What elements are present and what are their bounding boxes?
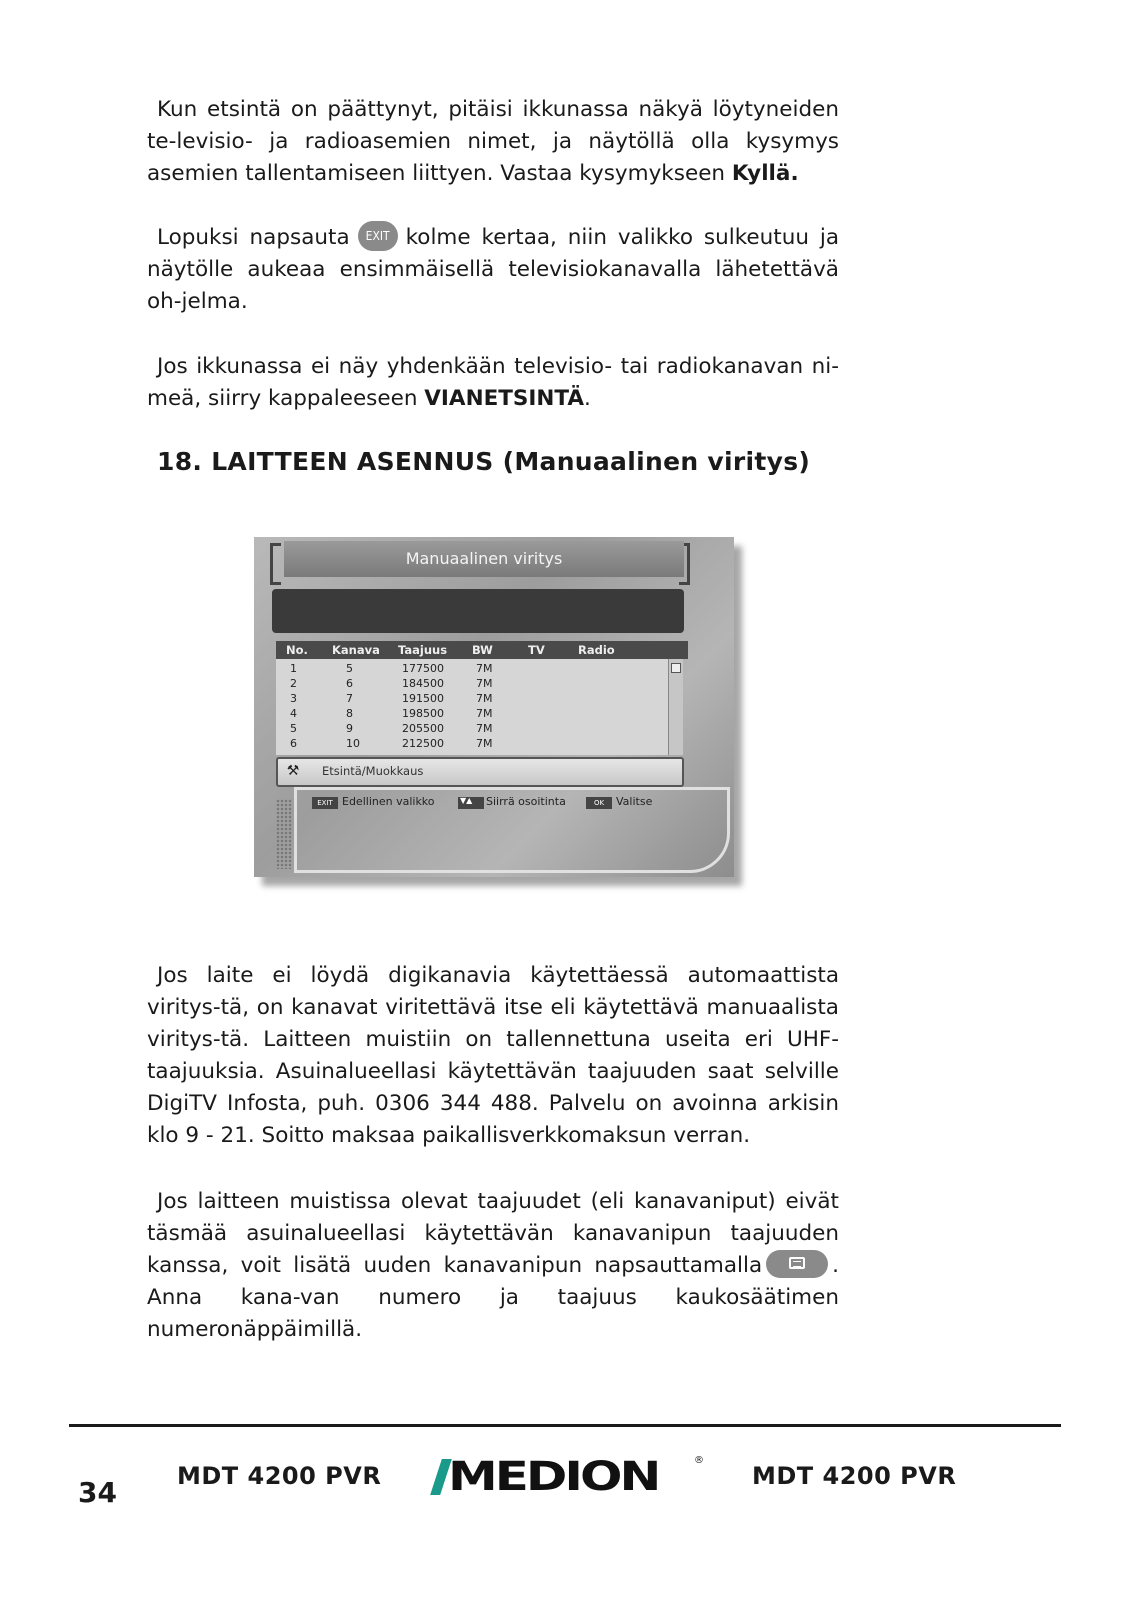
cell-kanava: 8 bbox=[346, 707, 353, 720]
cell-taajuus: 191500 bbox=[402, 692, 444, 705]
registered-mark: ® bbox=[694, 1455, 704, 1466]
p3-bold-link: VIANETSINTÄ bbox=[424, 386, 585, 411]
cell-bw: 7M bbox=[476, 722, 493, 735]
col-radio: Radio bbox=[578, 643, 615, 657]
cell-taajuus: 198500 bbox=[402, 707, 444, 720]
p2-after: kolme kertaa, niin valikko sulkeutuu ja näytölle aukeaa ensimmäisellä televisiokanavalla lähetettävä oh-jelma. bbox=[147, 225, 840, 314]
col-bw: BW bbox=[472, 643, 493, 657]
cell-bw: 7M bbox=[476, 662, 493, 675]
screen-table-header bbox=[276, 641, 688, 659]
tv-screenshot bbox=[254, 537, 734, 877]
cell-no: 1 bbox=[290, 662, 297, 675]
move-key-label: Siirrä osoitinta bbox=[486, 795, 566, 808]
cell-bw: 7M bbox=[476, 677, 493, 690]
menu-button-icon bbox=[766, 1250, 828, 1278]
paragraph-add-multiplex bbox=[147, 1186, 839, 1346]
cell-taajuus: 177500 bbox=[402, 662, 444, 675]
p5-after: . Anna kana-van numero ja taajuus kaukosäätimen numeronäppäimillä. bbox=[147, 1253, 839, 1342]
cell-no: 5 bbox=[290, 722, 297, 735]
cell-no: 2 bbox=[290, 677, 297, 690]
cell-taajuus: 212500 bbox=[402, 737, 444, 750]
p3-text: Jos ikkunassa ei näy yhdenkään televisio- tai radiokanavan ni-meä, siirry kappaleeseen bbox=[147, 354, 839, 411]
cell-bw: 7M bbox=[476, 692, 493, 705]
cell-kanava: 6 bbox=[346, 677, 353, 690]
paragraph-manual-tuning: Jos laite ei löydä digikanavia käytettäessä automaattista viritys-tä, on kanavat viritettävä itse eli käytettävä manuaalista viritys-tä. Laitteen muistiin on tallennettuna useita eri UHF-taajuuksia. Asuinalueellasi käytettävän taajuuden saat selville DigiTV Infosta, puh. 0306 344 488. Palvelu on avoinna arkisin klo 9 - 21. Soitto maksaa paikallisverkkomaksun verran. bbox=[147, 963, 839, 1148]
bracket-left-decoration bbox=[270, 543, 281, 585]
table-row bbox=[276, 721, 668, 736]
exit-key-icon: EXIT bbox=[312, 797, 338, 809]
table-row bbox=[276, 736, 668, 751]
search-edit-bar bbox=[276, 757, 684, 787]
arrow-keys-icon bbox=[458, 797, 484, 809]
table-row bbox=[276, 691, 668, 706]
p5-before: Jos laitteen muistissa olevat taajuudet (eli kanavaniput) eivät täsmää asuinalueellasi käytettävän kanavanipun taajuuden kanssa, voit lisätä uuden kanavanipun napsauttamalla bbox=[147, 1189, 839, 1278]
search-edit-label: Etsintä/Muokkaus bbox=[322, 764, 424, 778]
table-row bbox=[276, 661, 668, 676]
screen-channel-list bbox=[276, 659, 668, 755]
cell-taajuus: 184500 bbox=[402, 677, 444, 690]
page-number: 34 bbox=[78, 1476, 117, 1509]
p1-bold-answer: Kyllä. bbox=[731, 161, 799, 186]
table-row bbox=[276, 676, 668, 691]
cell-taajuus: 205500 bbox=[402, 722, 444, 735]
cell-no: 4 bbox=[290, 707, 297, 720]
col-taajuus: Taajuus bbox=[398, 643, 448, 657]
footer-divider bbox=[69, 1424, 1061, 1427]
p3-end: . bbox=[584, 386, 591, 411]
col-tv: TV bbox=[528, 643, 545, 657]
scrollbar bbox=[668, 659, 683, 755]
p1-text: Kun etsintä on päättynyt, pitäisi ikkunassa näkyä löytyneiden te-levisio- ja radioasemien nimet, ja näytöllä olla kysymys asemien tallentamiseen liittyen. Vastaa kysymykseen bbox=[147, 97, 839, 186]
screen-title: Manuaalinen viritys bbox=[284, 541, 684, 577]
ok-key-label: Valitse bbox=[616, 795, 653, 808]
speaker-grille-decoration bbox=[276, 799, 292, 869]
medion-logo bbox=[436, 1453, 706, 1513]
table-row bbox=[276, 706, 668, 721]
paragraph-exit-instructions bbox=[147, 222, 839, 318]
col-no: No. bbox=[286, 643, 308, 657]
exit-button-icon: EXIT bbox=[358, 221, 398, 251]
paragraph-search-finished bbox=[147, 94, 839, 190]
cell-bw: 7M bbox=[476, 707, 493, 720]
cell-no: 3 bbox=[290, 692, 297, 705]
paragraph-no-channels bbox=[147, 351, 839, 415]
logo-text: MEDION bbox=[448, 1453, 659, 1500]
screen-info-panel bbox=[272, 589, 684, 633]
exit-key-label: Edellinen valikko bbox=[342, 795, 435, 808]
cell-kanava: 7 bbox=[346, 692, 353, 705]
model-name-right: MDT 4200 PVR bbox=[752, 1462, 957, 1490]
tools-icon: ⚒ bbox=[286, 763, 300, 779]
p2-before: Lopuksi napsauta bbox=[157, 225, 350, 250]
model-name-left: MDT 4200 PVR bbox=[177, 1462, 382, 1490]
cell-kanava: 5 bbox=[346, 662, 353, 675]
ok-key-icon: OK bbox=[586, 797, 612, 809]
section-heading: 18. LAITTEEN ASENNUS (Manuaalinen viritys) bbox=[157, 447, 811, 476]
cell-no: 6 bbox=[290, 737, 297, 750]
cell-kanava: 10 bbox=[346, 737, 360, 750]
cell-bw: 7M bbox=[476, 737, 493, 750]
col-kanava: Kanava bbox=[332, 643, 380, 657]
cell-kanava: 9 bbox=[346, 722, 353, 735]
